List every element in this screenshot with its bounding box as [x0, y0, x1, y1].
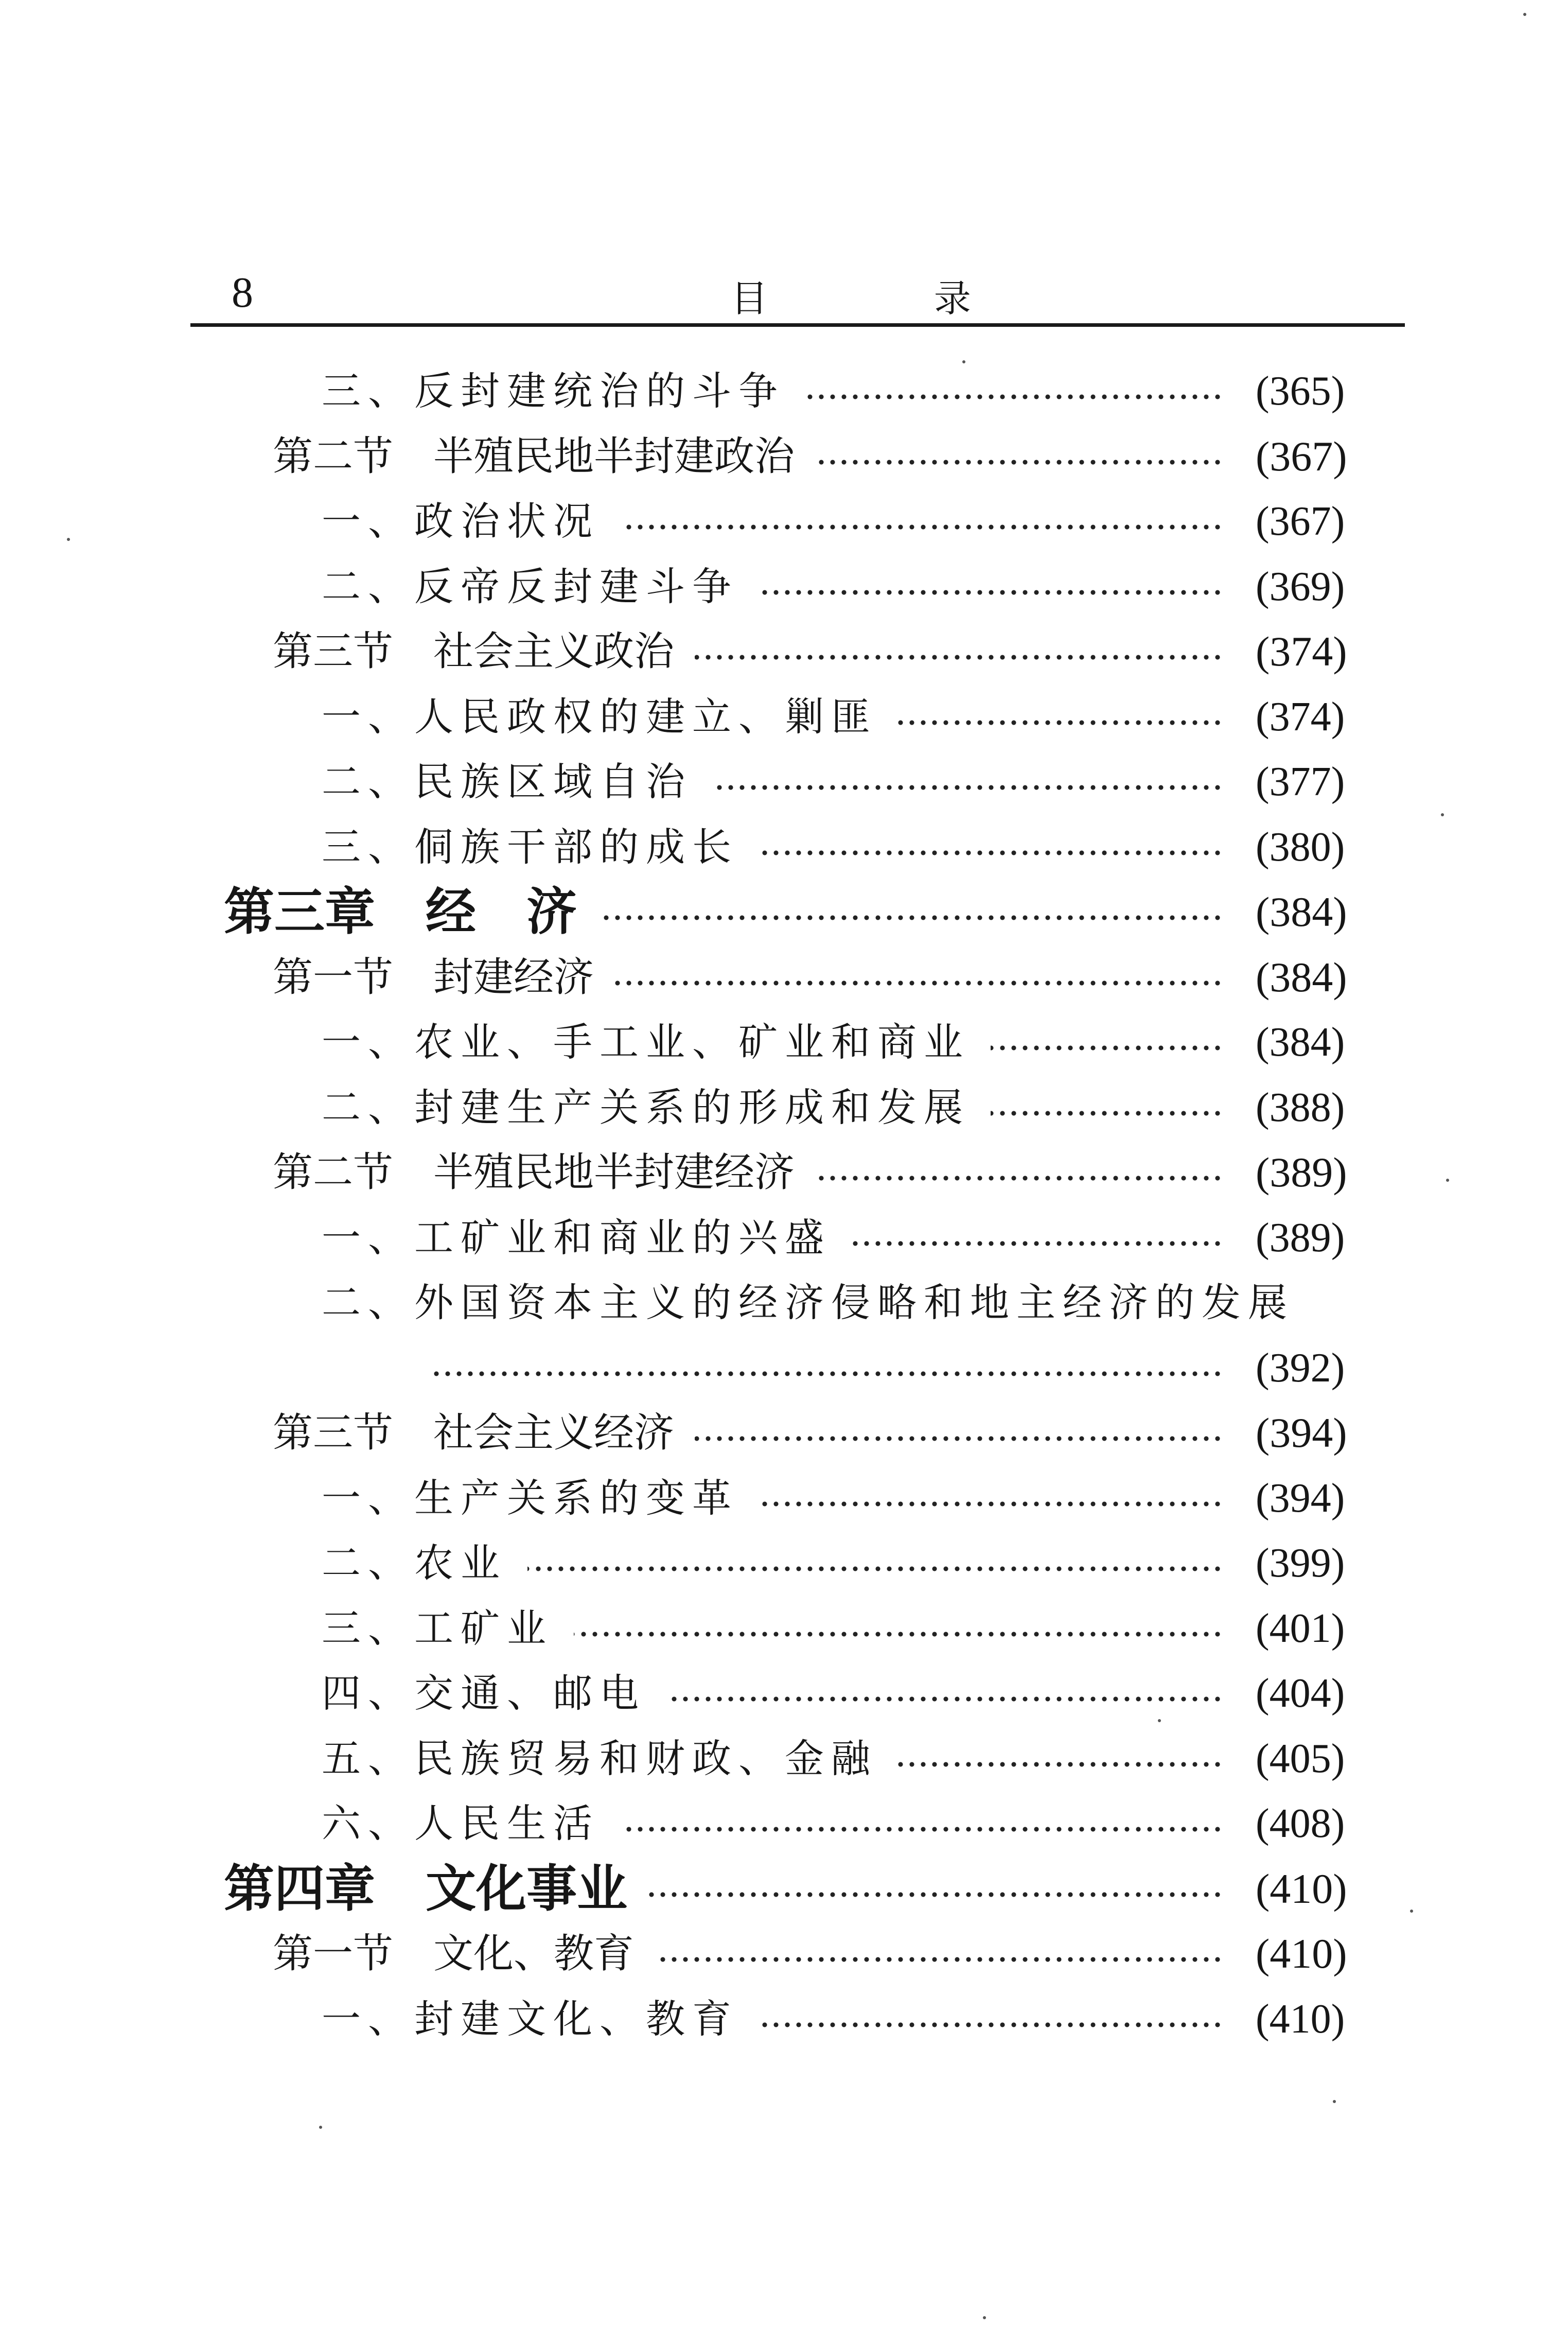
- scan-speck: [983, 2316, 986, 2319]
- toc-item-row: [0, 1077, 1568, 1139]
- toc-page-number: (367): [1256, 499, 1345, 544]
- toc-entry-title: 三、反封建统治的斗争: [322, 368, 785, 414]
- toc-chapter-row: [0, 881, 1568, 943]
- toc-dot-leader: [805, 360, 1223, 422]
- running-header: [190, 257, 1400, 324]
- toc-page-number: (384): [1256, 954, 1347, 1001]
- toc-page-number: (399): [1256, 1540, 1345, 1586]
- toc-entry-title: 一、人民政权的建立、剿匪: [322, 694, 877, 740]
- scan-speck: [1441, 813, 1444, 816]
- toc-page-number: (410): [1256, 1865, 1347, 1912]
- toc-page-number: (401): [1256, 1606, 1345, 1651]
- toc-entry-title: 五、民族贸易和财政、金融: [322, 1736, 877, 1781]
- toc-item-row: [0, 556, 1568, 618]
- toc-item-row: [0, 1598, 1568, 1659]
- toc-entry-title: 第四章 文化事业: [224, 1859, 628, 1918]
- toc-item-row: [0, 816, 1568, 878]
- header-rule: [190, 323, 1405, 327]
- toc-page-number: (384): [1256, 1020, 1345, 1065]
- scan-speck: [1446, 1179, 1449, 1182]
- toc-page-number: (394): [1256, 1409, 1347, 1456]
- toc-item-row: [0, 1011, 1568, 1073]
- toc-page-number: (410): [1256, 1930, 1347, 1977]
- toc-entry-title: 第一节 文化、教育: [273, 1931, 635, 1977]
- toc-dot-leader: [614, 947, 1223, 1008]
- toc-page-number: (380): [1256, 825, 1345, 870]
- toc-item-row: [0, 1662, 1568, 1724]
- toc-item-row: [0, 1272, 1568, 1334]
- toc-entry-title: 一、生产关系的变革: [322, 1475, 738, 1521]
- toc-dot-leader: [852, 1207, 1223, 1269]
- scan-speck: [1523, 13, 1526, 16]
- toc-page-number: (408): [1256, 1801, 1345, 1846]
- toc-section-row: [0, 621, 1568, 682]
- toc-dot-leader: [991, 1077, 1223, 1139]
- toc-entry-title: 二、民族区域自治: [322, 759, 692, 804]
- toc-dot-leader: [759, 1467, 1223, 1529]
- toc-page-number: (392): [1256, 1345, 1345, 1391]
- toc-dot-leader: [620, 1793, 1223, 1854]
- toc-page-number: (389): [1256, 1215, 1345, 1260]
- toc-chapter-row: [0, 1858, 1568, 1920]
- toc-page-number: (367): [1256, 433, 1347, 480]
- toc-entry-title: 四、交通、邮电: [322, 1670, 646, 1716]
- toc-dot-leader: [432, 1337, 1223, 1399]
- toc-dot-leader: [898, 686, 1223, 748]
- toc-dot-leader: [759, 816, 1223, 878]
- toc-dot-leader: [574, 1598, 1223, 1659]
- toc-dot-leader: [655, 1923, 1223, 1985]
- toc-section-row: [0, 1923, 1568, 1985]
- scan-speck: [319, 2126, 322, 2129]
- toc-dot-leader: [597, 881, 1223, 943]
- toc-item-row: [0, 360, 1568, 422]
- toc-dot-leader: [695, 621, 1223, 682]
- toc-entry-title: 一、封建文化、教育: [322, 1996, 738, 2042]
- toc-section-row: [0, 1402, 1568, 1464]
- toc-entry-title: 第三节 社会主义经济: [273, 1410, 675, 1456]
- scan-speck: [1333, 2100, 1336, 2103]
- toc-item-row: [0, 1532, 1568, 1594]
- toc-page-number: (394): [1256, 1476, 1345, 1521]
- toc-dot-leader: [666, 1662, 1223, 1724]
- toc-section-row: [0, 1142, 1568, 1203]
- toc-page-number: (384): [1256, 888, 1347, 935]
- toc-entry-title: 二、外国资本主义的经济侵略和地主经济的发展: [322, 1280, 1294, 1325]
- scan-speck: [1158, 1719, 1161, 1722]
- toc-dot-leader: [527, 1532, 1223, 1594]
- toc-item-row: [0, 1793, 1568, 1854]
- toc-entry-title: 第二节 半殖民地半封建经济: [273, 1149, 795, 1196]
- running-title: 目 录: [731, 277, 1048, 320]
- toc-entry-title: 二、农业: [322, 1540, 507, 1586]
- toc-item-row: [0, 1467, 1568, 1529]
- toc-dot-leader: [620, 491, 1223, 552]
- toc-item-row: [0, 1207, 1568, 1269]
- toc-entry-title: 一、工矿业和商业的兴盛: [322, 1215, 831, 1260]
- toc-dot-leader: [713, 751, 1223, 813]
- toc-page-number: (405): [1256, 1736, 1345, 1781]
- toc-entry-title: 一、农业、手工业、矿业和商业: [322, 1019, 970, 1065]
- toc-section-row: [0, 947, 1568, 1008]
- toc-dot-leader: [759, 1988, 1223, 2050]
- scan-speck: [1410, 1910, 1413, 1913]
- toc-entry-title: 第二节 半殖民地半封建政治: [273, 433, 795, 480]
- toc-entry-title: 二、反帝反封建斗争: [322, 564, 738, 609]
- toc-dot-leader: [898, 1728, 1223, 1790]
- toc-page-number: (404): [1256, 1671, 1345, 1716]
- toc-entry-title: 六、人民生活: [322, 1800, 600, 1846]
- toc-dot-leader: [815, 1142, 1223, 1203]
- toc-page-number: (374): [1256, 628, 1347, 675]
- toc-item-row: [0, 1988, 1568, 2050]
- toc-item-row: [0, 751, 1568, 813]
- toc-page-number: (389): [1256, 1149, 1347, 1196]
- toc-entry-title: 第三章 经 济: [224, 882, 577, 941]
- toc-dot-leader: [695, 1402, 1223, 1464]
- toc-entry-title: 三、侗族干部的成长: [322, 824, 738, 870]
- toc-entry-title: 二、封建生产关系的形成和发展: [322, 1084, 970, 1130]
- toc-entry-title: 第三节 社会主义政治: [273, 628, 675, 675]
- toc-item-row: [0, 1728, 1568, 1790]
- scan-speck: [962, 360, 965, 363]
- toc-dot-leader: [815, 426, 1223, 487]
- toc-page-number: (410): [1256, 1997, 1345, 2042]
- toc-section-row: [0, 426, 1568, 487]
- toc-page-number: (377): [1256, 759, 1345, 804]
- toc-item-row: [0, 491, 1568, 552]
- toc-page-number: (374): [1256, 694, 1345, 740]
- toc-entry-title: 第一节 封建经济: [273, 954, 594, 1001]
- toc-dot-leader: [991, 1011, 1223, 1073]
- toc-page-number: (365): [1256, 369, 1345, 414]
- toc-entry-title: 一、政治状况: [322, 498, 600, 544]
- toc-dot-leader: [759, 556, 1223, 618]
- toc-page-number: (388): [1256, 1085, 1345, 1130]
- toc-item-row: [0, 686, 1568, 748]
- page-number: 8: [232, 269, 253, 317]
- toc-entry-title: 三、工矿业: [322, 1605, 553, 1651]
- toc-page-number: (369): [1256, 564, 1345, 609]
- scan-speck: [67, 538, 70, 541]
- toc-item-row: [0, 1337, 1568, 1399]
- toc-dot-leader: [648, 1858, 1223, 1920]
